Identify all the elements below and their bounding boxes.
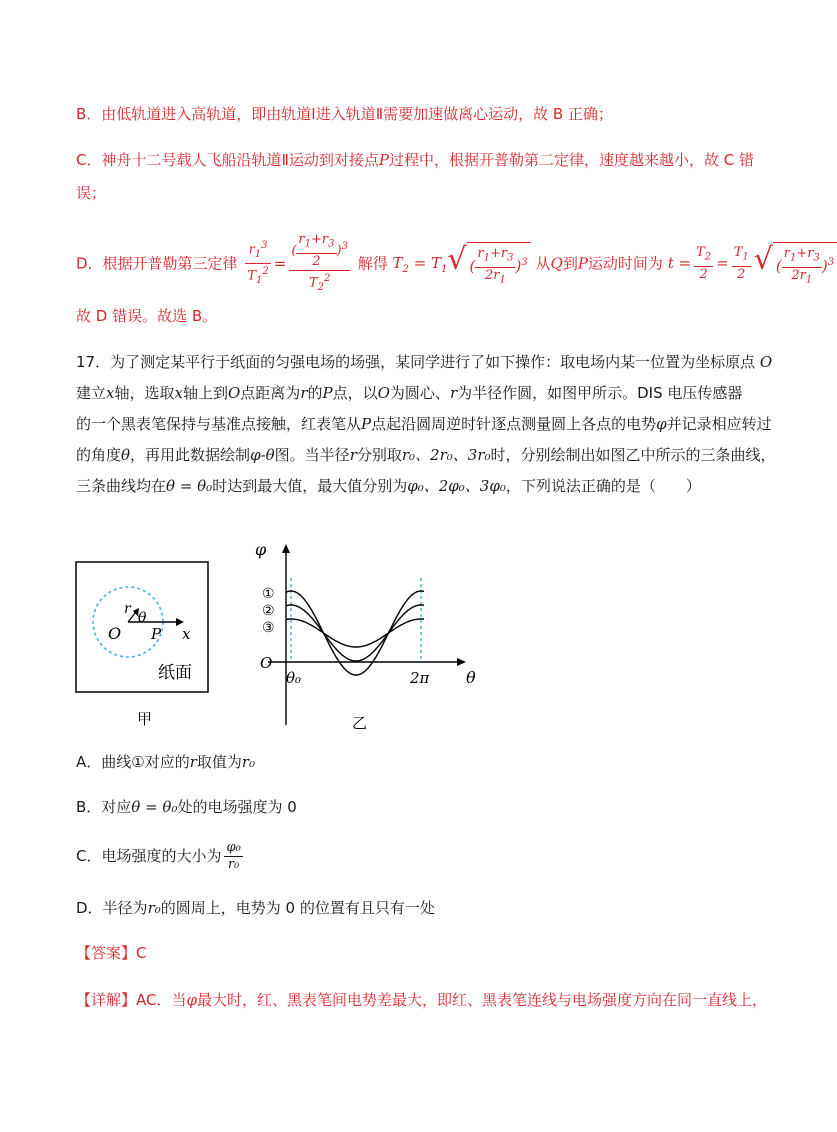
theta0-tick: θ₀ [286, 669, 302, 687]
question-line-4: 的角度θ，再用此数据绘制φ-θ图。当半径r分别取r₀、2r₀、3r₀时，分别绘制出如图乙中所示的三条曲线， [76, 446, 776, 464]
paper-label: 纸面 [158, 663, 192, 683]
curve-label-3: ③ [262, 620, 275, 636]
solution-c-line1: C．神舟十二号载人飞船沿轨道Ⅱ运动到对接点P过程中，根据开普勒第二定律，速度越来越小，故 C 错 [76, 151, 754, 169]
t2-formula: $T_2 = T_1√$ ( $\frac{r_1+r_3}{2r_1}$ )$^3$ [393, 254, 531, 272]
yi-caption: 乙 [352, 714, 368, 732]
figure-yi-chart [248, 538, 488, 738]
curve-label-1: ① [262, 586, 275, 602]
curve-3 [286, 619, 424, 647]
jia-P-label: P [151, 625, 162, 643]
origin-label: O [260, 654, 273, 672]
option-c[interactable]: C．电场强度的大小为 $\frac{\text{φ₀}}{\text{r₀}}$ [76, 840, 241, 872]
solution-d-conclusion: 故 D 错误。故选 B。 [76, 307, 218, 325]
option-d[interactable]: D．半径为r₀的圆周上，电势为 0 的位置有且只有一处 [76, 899, 435, 917]
solution-b: B．由低轨道进入高轨道，即由轨道Ⅰ进入轨道Ⅱ需要加速做离心运动，故 B 正确； [76, 105, 613, 123]
question-line-2: 建立x轴，选取x轴上到O点距离为r的P点，以O为圆心、r为半径作圆，如图甲所示。DIS 电压传感器 [76, 384, 743, 402]
answer-label: 【答案】C [76, 944, 147, 962]
jia-O-label: O [108, 624, 122, 643]
option-a[interactable]: A．曲线①对应的r取值为r₀ [76, 753, 256, 771]
jia-x-label: x [182, 625, 191, 643]
curve-label-2: ② [262, 603, 275, 619]
solution-d: D．根据开普勒第三定律 $\frac{r_1^3}{T_1^2}$ = ( $\frac{r_1+r_3}{2}$ )$^3$ $T_2^2$ 解得 $T_2 = T_1√$ ( $\frac{r_1+r_3}{2r_1}$ )$^3$ 从Q到P运动时间为 t = $\frac{T_2}{2}$ = $\frac{T_1}{2}$ √ ( $\frac{r_1+r_3}{2r_1}$ )$^3$ [76, 232, 837, 296]
time-formula: t = $\frac{T_2}{2}$ = $\frac{T_1}{2}$ √ ( $\frac{r_1+r_3}{2r_1}$ )$^3$ [668, 254, 837, 272]
twopi-tick: 2π [410, 669, 430, 687]
curve-2 [286, 605, 424, 661]
jia-caption: 甲 [137, 710, 153, 728]
x-axis-label: θ [466, 668, 476, 687]
jia-theta-label: θ [138, 610, 147, 626]
solution-c-line2: 误； [76, 184, 107, 202]
answer-detail: 【详解】AC．当φ最大时，红、黑表笔间电势差最大，即红、黑表笔连线与电场强度方向在同一直线上， [76, 991, 768, 1009]
question-line-3: 的一个黑表笔保持与基准点接触，红表笔从P点起沿圆周逆时针逐点测量圆上各点的电势φ并记录相应转过 [76, 415, 772, 433]
jia-r-label: r [124, 601, 131, 617]
y-axis-label: φ [255, 540, 267, 559]
question-line-1: 17．为了测定某平行于纸面的匀强电场的场强，某同学进行了如下操作：取电场内某一位置为坐标原点 O [76, 353, 773, 371]
option-b[interactable]: B．对应θ = θ₀处的电场强度为 0 [76, 798, 297, 816]
figure-jia [60, 548, 230, 738]
kepler-ratio-left: $\frac{r_1^3}{T_1^2}$ [247, 240, 269, 287]
question-line-5: 三条曲线均在θ = θ₀时达到最大值，最大值分别为φ₀、2φ₀、3φ₀，下列说法正确的是（ ） [76, 477, 701, 495]
kepler-ratio-right: ( $\frac{r_1+r_3}{2}$ )$^3$ $T_2^2$ [291, 232, 348, 293]
